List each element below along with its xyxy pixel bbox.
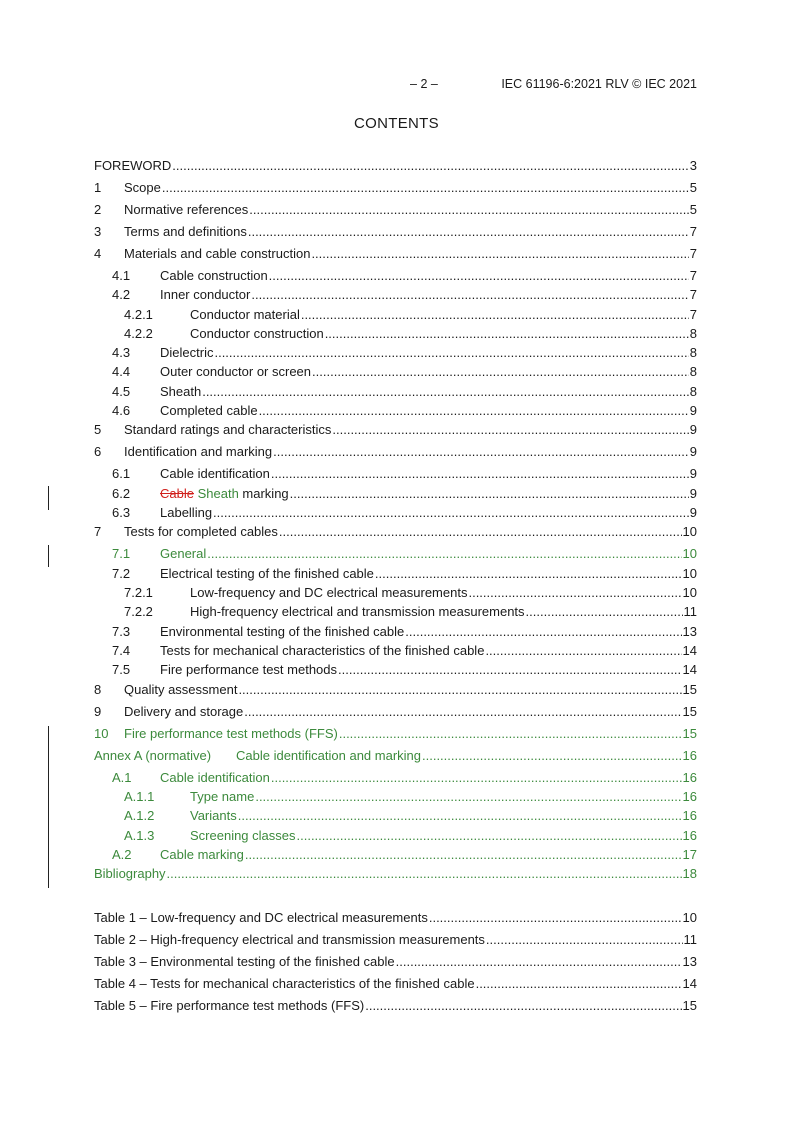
toc-entry-page: 10 [682,566,697,581]
toc-entry-number: 7 [94,524,102,539]
toc-entry-number: 2 [94,202,102,217]
toc-entry[interactable] [94,726,697,742]
toc-entry-title: Bibliography [94,866,166,881]
toc-entry-title: Tests for mechanical characteristics of the finished cable [160,643,485,658]
toc-entry-title: Screening classes [190,828,296,843]
inserted-text: Sheath [197,486,239,501]
toc-entry[interactable] [94,364,697,380]
change-bar [48,726,49,888]
toc-entry-title: Labelling [160,505,213,520]
document-id: IEC 61196-6:2021 RLV © IEC 2021 [501,77,697,91]
table-list-title: Table 1 – Low-frequency and DC electrical measurements [94,910,428,925]
table-list-title: Table 2 – High-frequency electrical and transmission measurements [94,932,485,947]
toc-entry-title: FOREWORD [94,158,172,173]
toc-entry-title: Conductor material [190,307,300,322]
change-bar [48,486,49,510]
toc-entry-number: 1 [94,180,102,195]
toc-entry-number: 6.2 [112,486,131,501]
toc-entry-title: Scope [124,180,161,195]
table-list-page: 13 [682,954,697,969]
page-header [410,77,697,91]
toc-entry[interactable] [94,202,697,218]
toc-entry-number: 7.3 [112,624,131,639]
toc-entry-title: Cable identification [160,770,270,785]
toc-entry-number: 9 [94,704,102,719]
toc-entry-number: 3 [94,224,102,239]
toc-entry-title: Identification and marking [124,444,273,459]
toc-entry[interactable] [94,662,697,678]
table-list-entry[interactable] [94,932,697,948]
toc-entry-number: A.1.3 [124,828,155,843]
toc-entry-page: 14 [682,662,697,677]
toc-entry[interactable] [94,624,697,640]
table-list-page: 11 [683,932,697,947]
change-bar [48,545,49,567]
toc-entry-page: 9 [689,466,697,481]
toc-entry-number: 4.4 [112,364,131,379]
toc-entry-number: A.1.1 [124,789,155,804]
toc-entry-title: General [160,546,207,561]
toc-entry-page: 7 [689,268,697,283]
toc-entry[interactable] [94,643,697,659]
table-list-entry[interactable] [94,954,697,970]
table-list-title: Table 4 – Tests for mechanical characteristics of the finished cable [94,976,475,991]
toc-entry-number: 4.6 [112,403,131,418]
toc-entry-page: 8 [689,326,697,341]
toc-entry-number: 4.3 [112,345,131,360]
toc-entry-page: 18 [682,866,697,881]
toc-entry[interactable] [94,748,697,764]
toc-entry-title: Dielectric [160,345,214,360]
toc-entry-number: 7.2.2 [124,604,153,619]
toc-entry-number: 8 [94,682,102,697]
toc-entry-title: High-frequency electrical and transmission measurements [190,604,525,619]
toc-entry[interactable] [94,158,697,174]
toc-entry-title: Variants [190,808,237,823]
toc-entry-page: 9 [689,505,697,520]
toc-entry-title: Delivery and storage [124,704,244,719]
toc-entry[interactable] [94,546,697,562]
toc-entry-page: 16 [682,748,697,763]
toc-entry-title: Tests for completed cables [124,524,278,539]
toc-entry[interactable] [94,704,697,720]
toc-entry-number: Annex A (normative) [94,748,212,763]
table-list-page: 14 [682,976,697,991]
page-number: – 2 – [410,77,438,91]
toc-entry-page: 15 [682,682,697,697]
toc-entry[interactable] [94,403,697,419]
toc-entry[interactable] [94,524,697,540]
toc-entry-page: 15 [682,726,697,741]
toc-entry-number: 7.1 [112,546,131,561]
toc-entry-title: Quality assessment [124,682,238,697]
toc-entry-number: A.1.2 [124,808,155,823]
toc-entry[interactable] [94,789,697,805]
toc-entry-title: Low-frequency and DC electrical measurements [190,585,468,600]
toc-entry-number: A.1 [112,770,132,785]
toc-entry-title: Fire performance test methods (FFS) [124,726,338,741]
toc-entry[interactable] [94,866,697,882]
toc-entry-page: 17 [682,847,697,862]
toc-entry[interactable] [94,604,697,620]
toc-entry-page: 7 [689,287,697,302]
toc-entry-page: 10 [682,585,697,600]
toc-entry-title: Cable identification [160,466,270,481]
table-list-title: Table 3 – Environmental testing of the finished cable [94,954,395,969]
toc-entry[interactable] [94,268,697,284]
toc-entry-page: 7 [689,307,697,322]
toc-entry-number: 7.2 [112,566,131,581]
toc-entry-page: 7 [689,246,697,261]
toc-entry-number: 6 [94,444,102,459]
table-list-title: Table 5 – Fire performance test methods (FFS) [94,998,365,1013]
toc-entry[interactable] [94,180,697,196]
toc-entry-page: 8 [689,384,697,399]
toc-entry-number: 4.5 [112,384,131,399]
toc-entry-title: Normative references [124,202,249,217]
toc-entry-page: 14 [682,643,697,658]
toc-entry-title: Type name [190,789,255,804]
table-list-page: 15 [682,998,697,1013]
toc-entry[interactable] [94,466,697,482]
toc-entry-page: 15 [682,704,697,719]
toc-entry-title: Completed cable [160,403,258,418]
toc-entry-title: Cable marking [160,847,244,862]
toc-entry-page: 5 [689,180,697,195]
toc-entry[interactable] [94,682,697,698]
toc-entry-page: 9 [689,444,697,459]
toc-entry-number: 4.1 [112,268,131,283]
toc-entry-number: 10 [94,726,109,741]
toc-entry-title: Cable identification and marking [236,748,421,763]
toc-entry-page: 16 [682,770,697,785]
toc-entry[interactable] [94,422,697,438]
table-list-page: 10 [682,910,697,925]
toc-entry[interactable] [94,808,697,824]
toc-entry-page: 9 [689,422,697,437]
deleted-text: Cable [160,486,194,501]
table-list-entry[interactable] [94,998,697,1014]
toc-entry-page: 9 [689,486,697,501]
toc-entry-title: marking [242,486,289,501]
toc-entry-page: 8 [689,364,697,379]
toc-entry-page: 16 [682,828,697,843]
toc-entry-number: 4.2.2 [124,326,153,341]
toc-entry-page: 11 [683,604,697,619]
toc-entry-number: 5 [94,422,102,437]
toc-entry[interactable] [94,828,697,844]
toc-entry-page: 16 [682,789,697,804]
toc-entry-page: 8 [689,345,697,360]
toc-entry-title: Electrical testing of the finished cable [160,566,374,581]
toc-entry[interactable] [94,345,697,361]
toc-entry-title: Materials and cable construction [124,246,311,261]
toc-entry-page: 13 [682,624,697,639]
toc-entry[interactable] [94,384,697,400]
page-title: CONTENTS [354,115,439,132]
toc-entry-title: Sheath [160,384,202,399]
toc-entry-title: Terms and definitions [124,224,247,239]
toc-entry[interactable] [94,847,697,863]
toc-entry[interactable] [94,224,697,240]
toc-entry-title: Conductor construction [190,326,324,341]
toc-entry-title: Fire performance test methods [160,662,338,677]
toc-entry-number: 4.2.1 [124,307,153,322]
toc-entry-page: 3 [689,158,697,173]
toc-entry-page: 16 [682,808,697,823]
table-list-entry[interactable] [94,910,697,926]
toc-entry[interactable] [94,246,697,262]
toc-entry[interactable] [94,287,697,303]
toc-entry-page: 9 [689,403,697,418]
toc-entry-page: 5 [689,202,697,217]
toc-entry-number: 4.2 [112,287,131,302]
toc-entry[interactable] [94,585,697,601]
toc-entry-number: 7.4 [112,643,131,658]
toc-entry-number: 7.2.1 [124,585,153,600]
toc-entry-number: A.2 [112,847,132,862]
toc-entry-number: 4 [94,246,102,261]
toc-entry-title: Cable construction [160,268,268,283]
toc-entry-page: 10 [682,546,697,561]
toc-entry-title: Outer conductor or screen [160,364,312,379]
toc-entry[interactable] [94,444,697,460]
toc-entry[interactable] [94,505,697,521]
toc-entry[interactable] [94,770,697,786]
toc-entry-number: 6.1 [112,466,131,481]
toc-entry[interactable] [94,566,697,582]
toc-entry[interactable] [94,486,697,502]
toc-entry[interactable] [94,326,697,342]
table-list-entry[interactable] [94,976,697,992]
toc-entry-number: 7.5 [112,662,131,677]
toc-entry-title: Inner conductor [160,287,251,302]
toc-entry-page: 10 [682,524,697,539]
toc-entry-number: 6.3 [112,505,131,520]
toc-entry-title: Environmental testing of the finished cable [160,624,405,639]
toc-entry[interactable] [94,307,697,323]
toc-entry-page: 7 [689,224,697,239]
toc-entry-title: Standard ratings and characteristics [124,422,332,437]
